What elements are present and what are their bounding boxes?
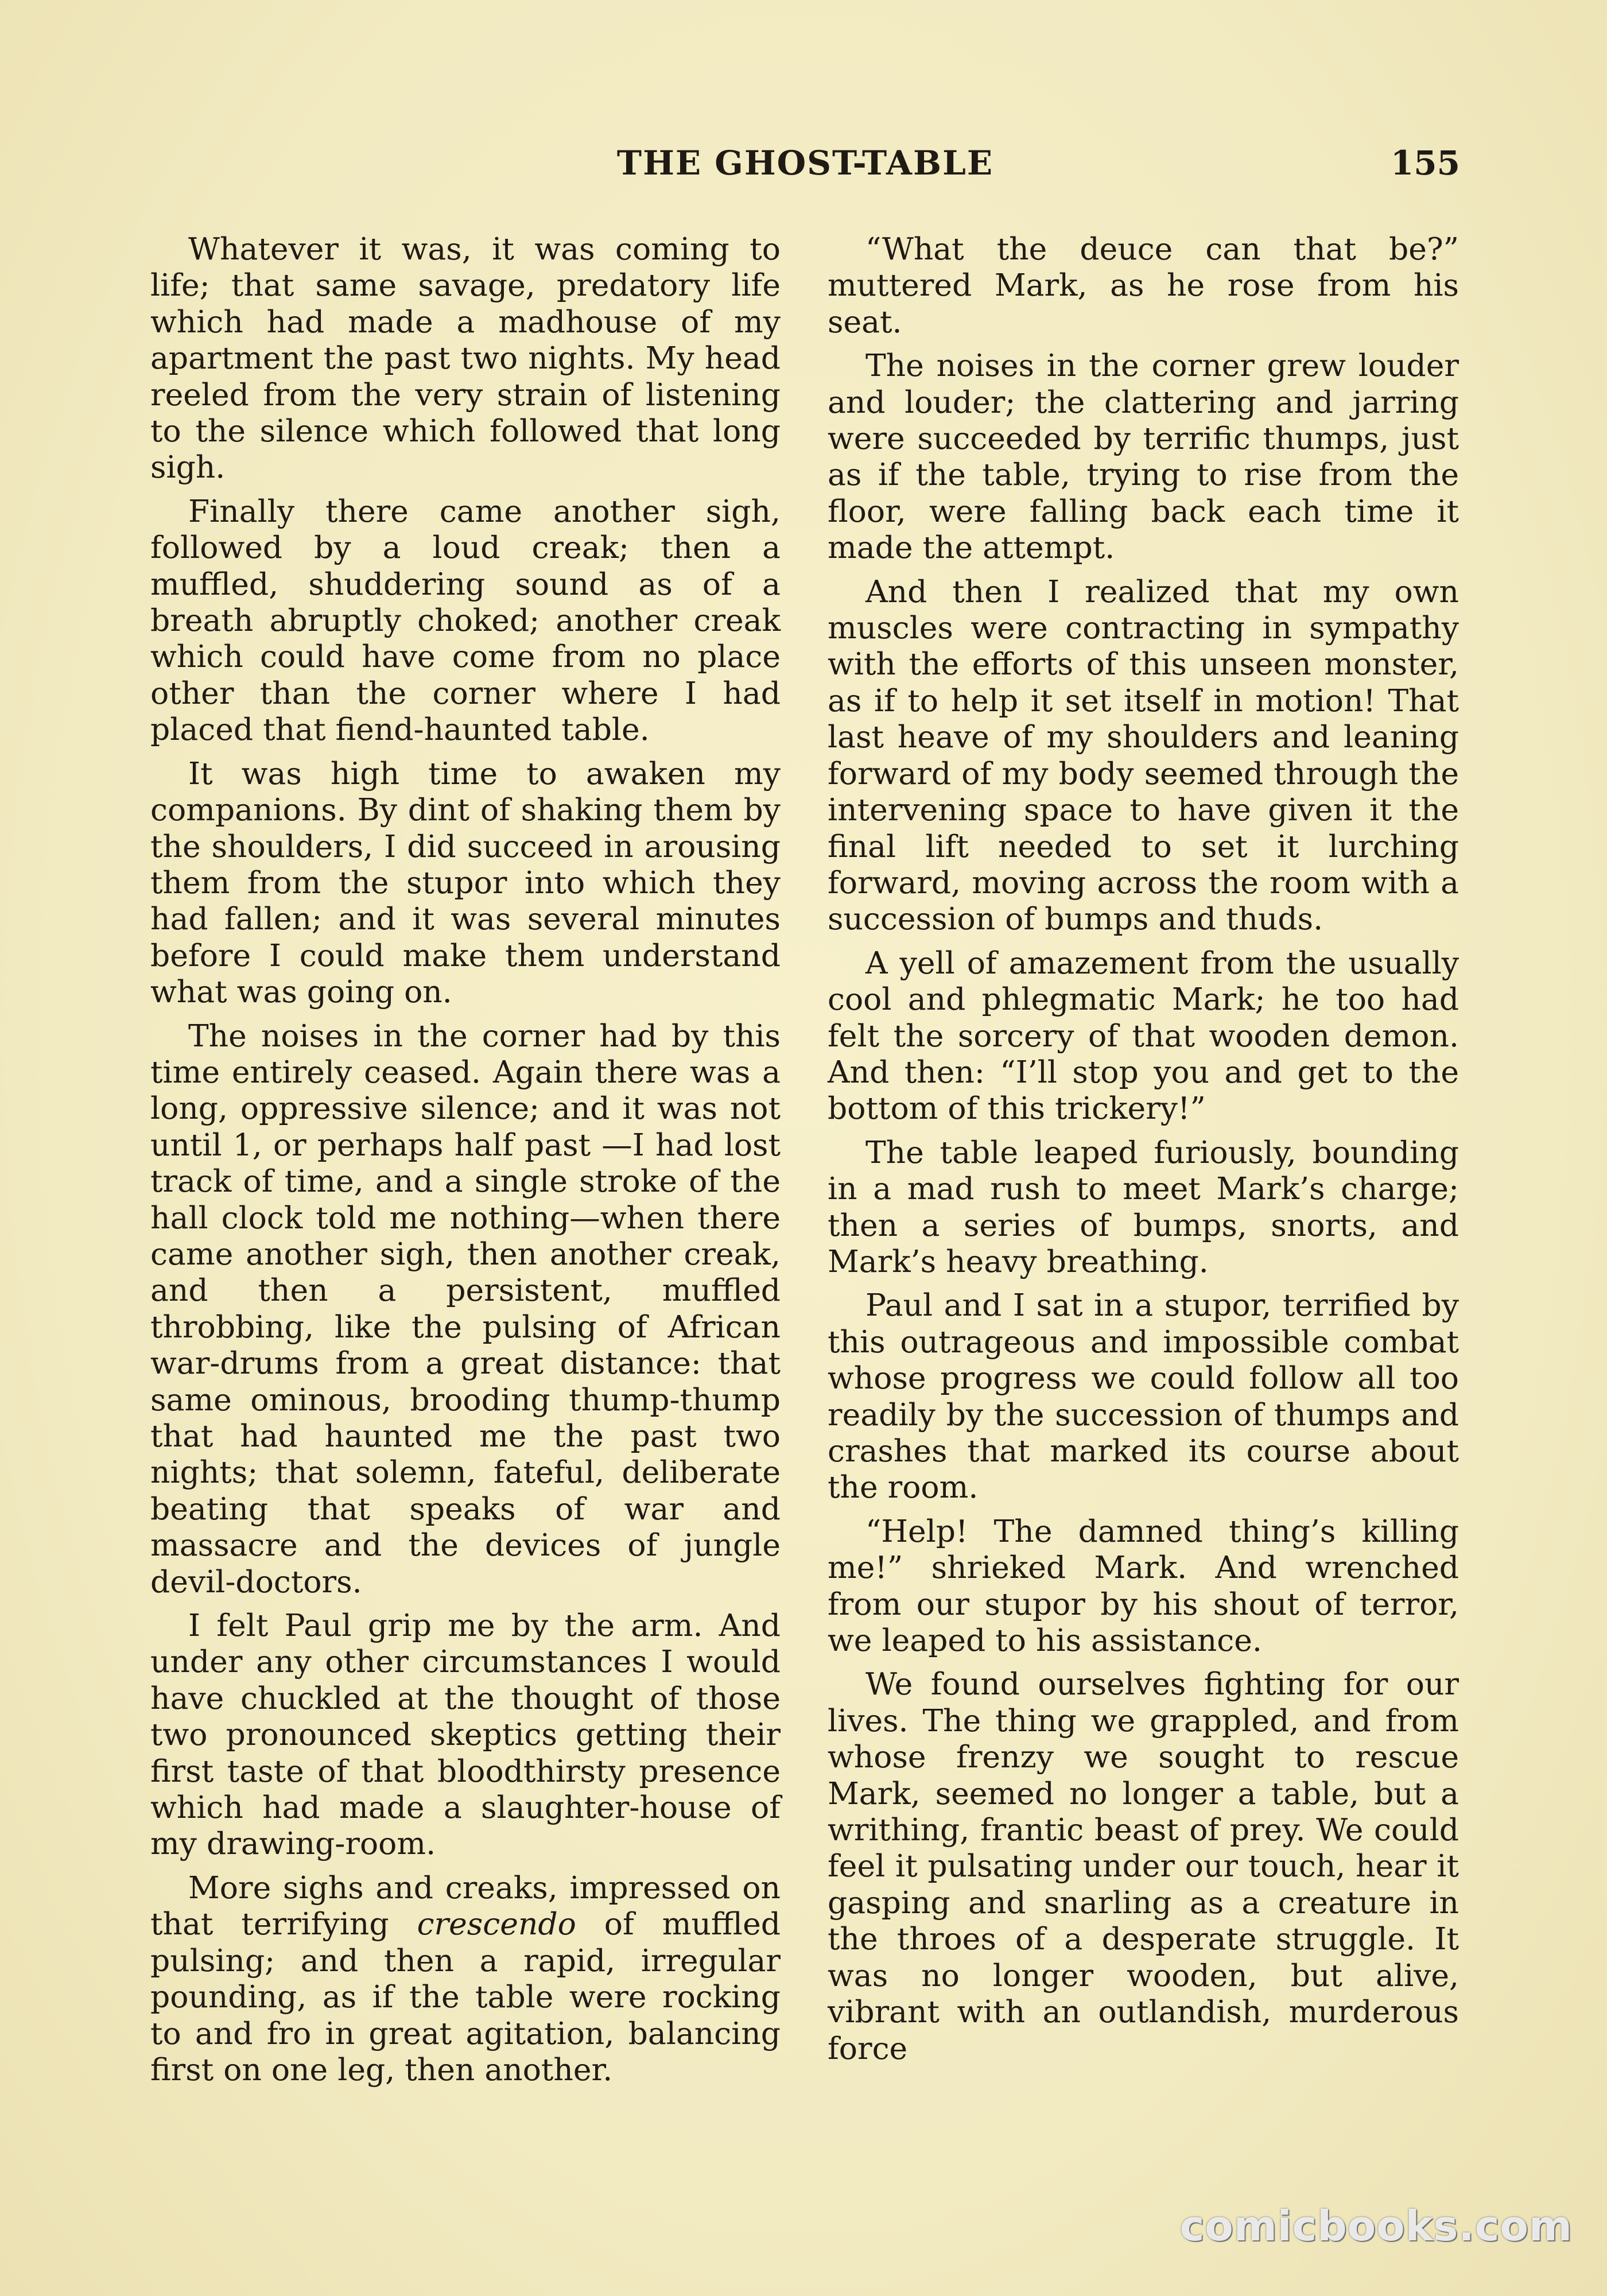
site-watermark: comicbooks.com xyxy=(1179,2202,1573,2250)
running-header xyxy=(150,144,1460,189)
paragraph: The noises in the corner grew louder and louder; the clattering and jarring were succeeded by terrific thumps, just as if the table, trying to rise from the floor, were falling back each time it made the attempt. xyxy=(828,347,1459,566)
paragraph: A yell of amazement from the usually cool and phlegmatic Mark; he too had felt the sorcery of that wooden demon. And then: “I’ll stop you and get to the bottom of this trickery!” xyxy=(828,944,1459,1127)
italic-word: crescendo xyxy=(417,1906,576,1942)
paragraph: Whatever it was, it was coming to life; that same savage, predatory life which had made a madhouse of my apartment the past two nights. My head reeled from the very strain of listening to the silence which followed that long sigh. xyxy=(150,231,781,486)
right-column xyxy=(828,231,1459,2074)
paragraph-text: of muffled pulsing; and then a rapid, irregular pounding, as if the table were rocking to and fro in great agitation, balancing first on one leg, then another. xyxy=(150,1906,781,2088)
paragraph: Paul and I sat in a stupor, terrified by this outrageous and impossible combat whose progress we could follow all too readily by the succession of thumps and crashes that marked its course about the room. xyxy=(828,1287,1459,1506)
paragraph-text: More sighs and creaks, impressed on that terrifying xyxy=(150,1869,781,1942)
paragraph: “What the deuce can that be?” muttered Mark, as he rose from his seat. xyxy=(828,231,1459,340)
page-number: 155 xyxy=(1390,144,1460,183)
paragraph: The table leaped furiously, bounding in a mad rush to meet Mark’s charge; then a series of bumps, snorts, and Mark’s heavy breathing. xyxy=(828,1134,1459,1279)
paragraph xyxy=(150,1870,781,2088)
left-column xyxy=(150,231,781,2095)
paragraph: The noises in the corner had by this time entirely ceased. Again there was a long, oppressive silence; and it was not until 1, or perhaps half past —I had lost track of time, and a single stroke of the hall clock told me nothing—when there came another sigh, then another creak, and then a persistent, muffled throbbing, like the pulsing of African war-drums from a great distance: that same ominous, brooding thump-thump that had haunted me the past two nights; that solemn, fateful, deliberate beating that speaks of war and massacre and the devices of jungle devil-doctors. xyxy=(150,1017,781,1600)
paragraph: “Help! The damned thing’s killing me!” shrieked Mark. And wrenched from our stupor by his shout of terror, we leaped to his assistance. xyxy=(828,1512,1459,1659)
paragraph: And then I realized that my own muscles were contracting in sympathy with the efforts of this unseen monster, as if to help it set itself in motion! That last heave of my shoulders and leaning forward of my body seemed through the intervening space to have given it the final lift needed to set it lurching forward, moving across the room with a succession of bumps and thuds. xyxy=(828,573,1459,937)
paragraph: Finally there came another sigh, followed by a loud creak; then a muffled, shuddering sound as of a breath abruptly choked; another creak which could have come from no place other than the corner where I had placed that fiend-haunted table. xyxy=(150,492,781,748)
running-title: THE GHOST-TABLE xyxy=(616,144,994,183)
paragraph: It was high time to awaken my companions. By dint of shaking them by the shoulders, I did succeed in arousing them from the stupor into which they had fallen; and it was several minutes before I could make them understand what was going on. xyxy=(150,755,781,1010)
paragraph: We found ourselves fighting for our lives. The thing we grappled, and from whose frenzy we sought to rescue Mark, seemed no longer a table, but a writhing, frantic beast of prey. We could feel it pulsating under our touch, hear it gasping and snarling as a creature in the throes of a desperate struggle. It was no longer wooden, but alive, vibrant with an outlandish, murderous force xyxy=(828,1666,1459,2066)
paragraph: I felt Paul grip me by the arm. And under any other circumstances I would have chuckled at the thought of those two pronounced skeptics getting their first taste of that bloodthirsty presence which had made a slaughter-house of my drawing-room. xyxy=(150,1607,781,1862)
